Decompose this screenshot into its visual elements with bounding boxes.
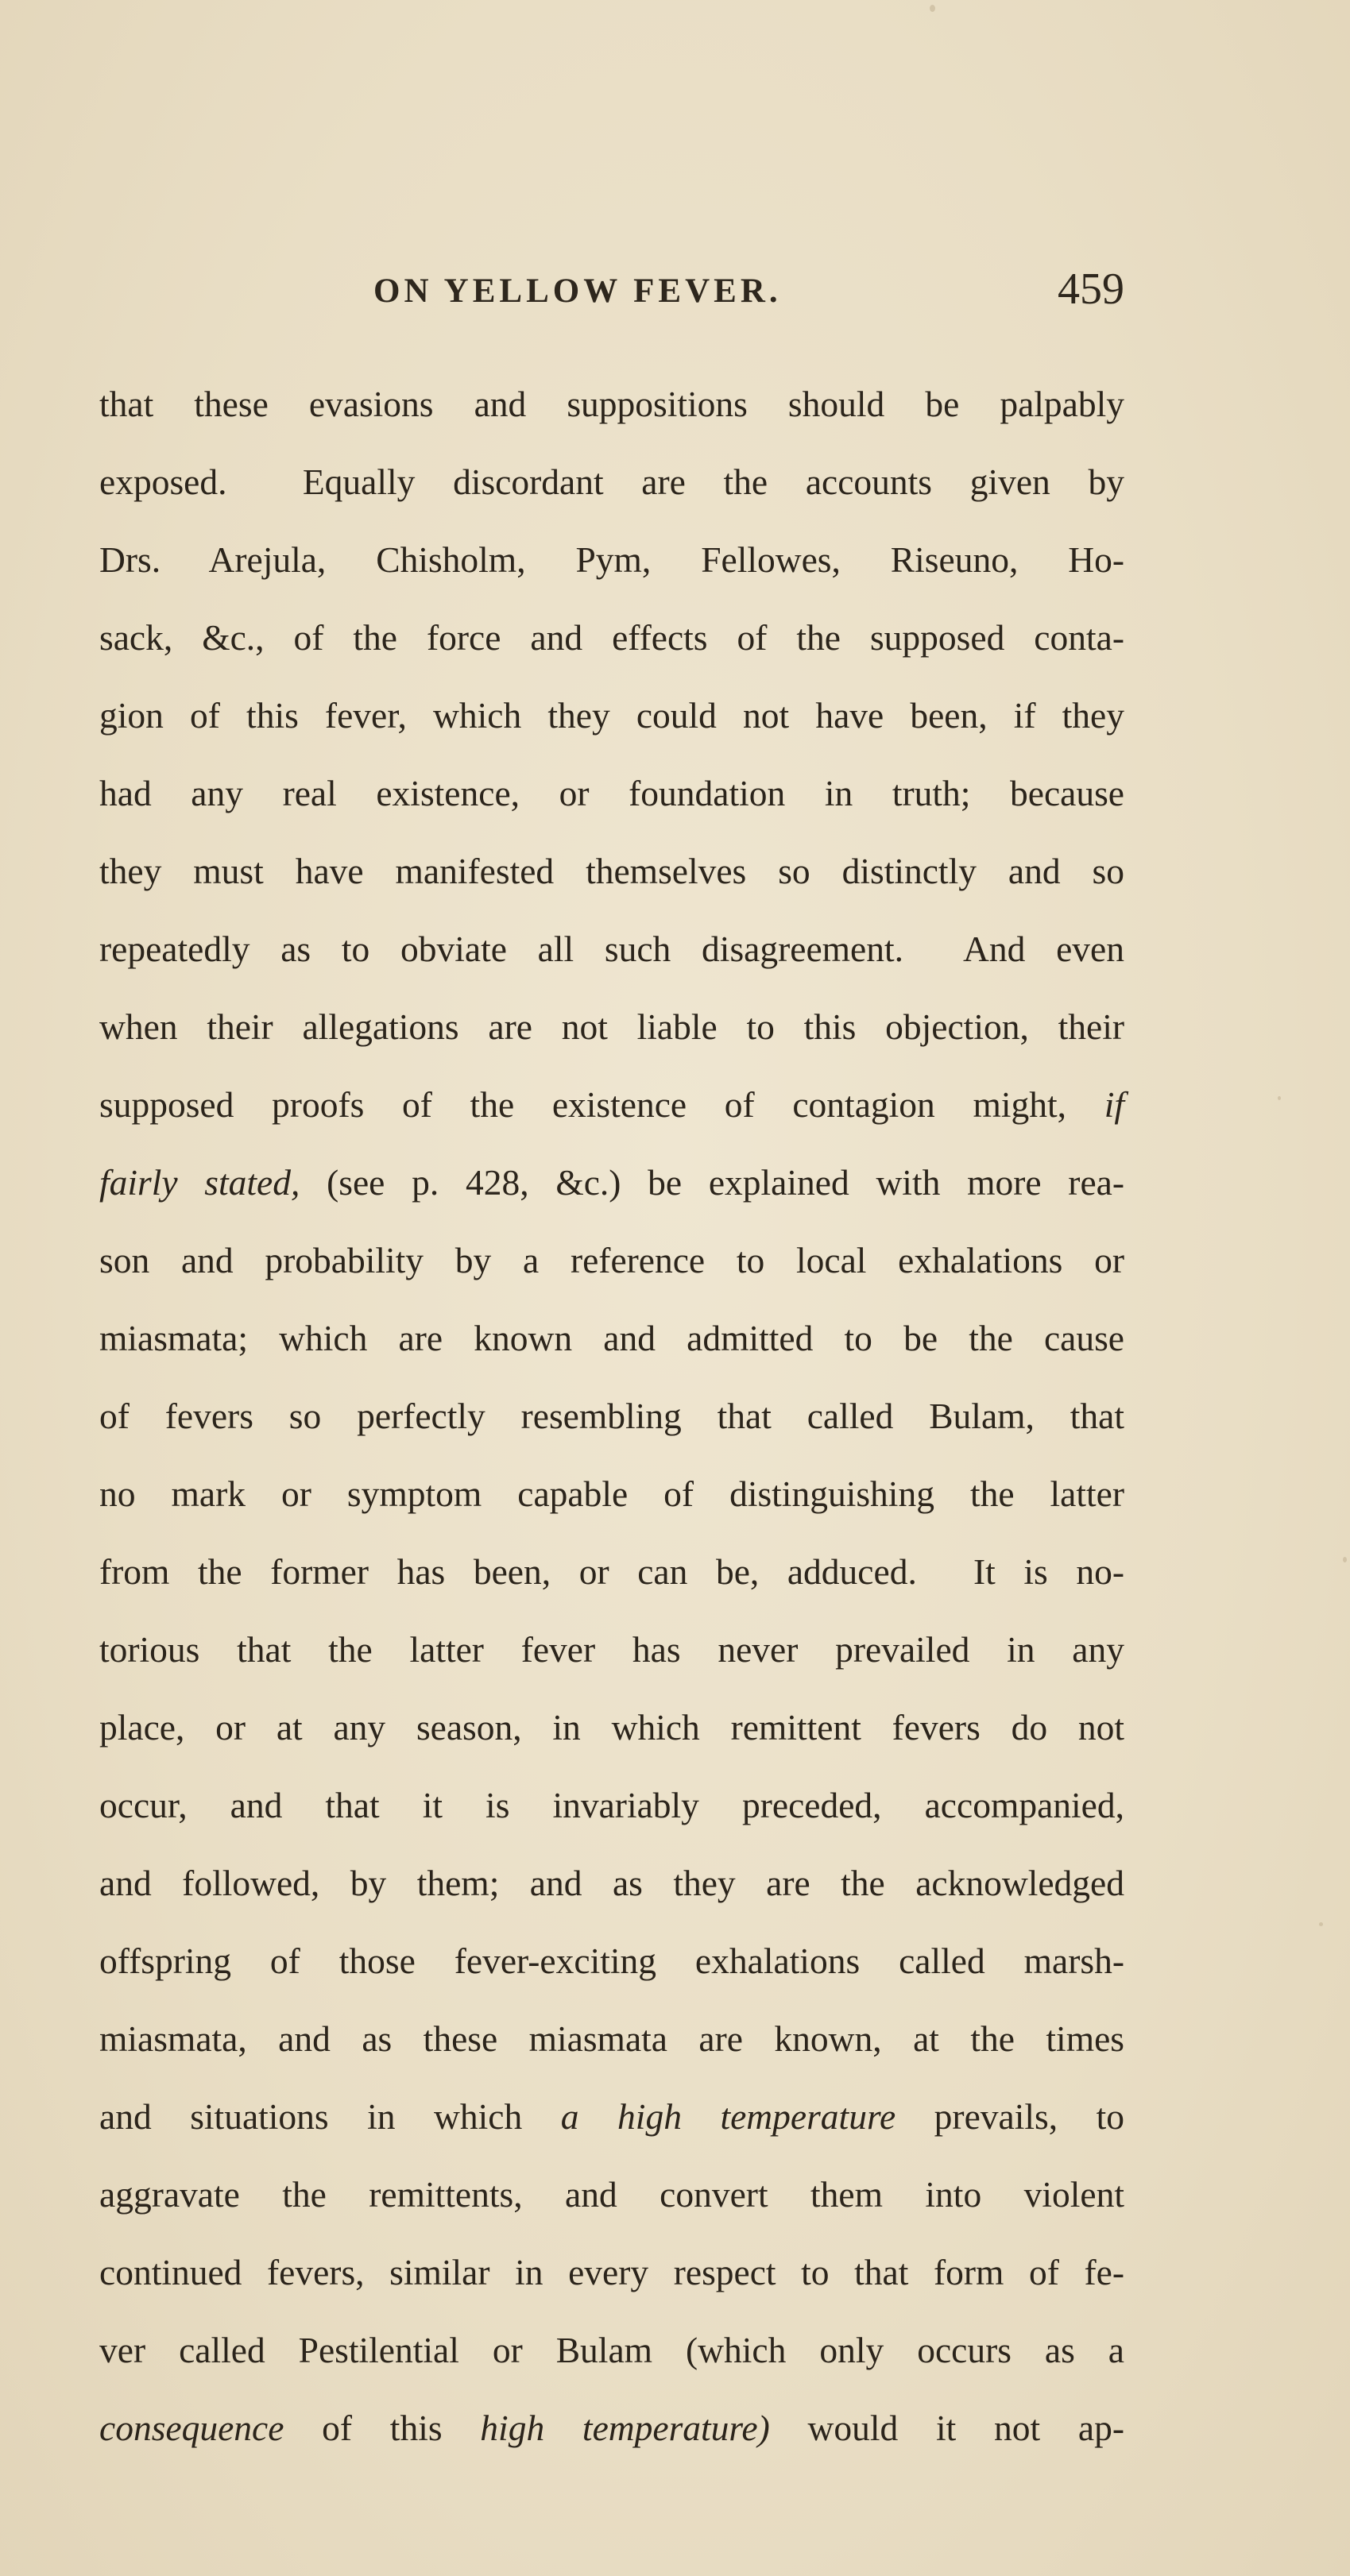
text-segment: continued fevers, similar in every respect to that form of fe- (99, 2252, 1124, 2292)
italic-text: consequence (99, 2408, 284, 2448)
text-line (99, 1300, 1124, 1377)
text-segment: of fevers so perfectly resembling that called Bulam, that (99, 1396, 1124, 1436)
text-segment: miasmata, and as these miasmata are known, at the times (99, 2018, 1124, 2059)
text-line (99, 1066, 1124, 1144)
text-line (99, 988, 1124, 1066)
italic-text: if (1104, 1084, 1124, 1125)
text-segment: of this (284, 2408, 481, 2448)
body-text (99, 365, 1124, 2467)
text-line (99, 2389, 1124, 2467)
paper-speck (930, 5, 935, 12)
text-segment: sack, &c., of the force and effects of the supposed conta- (99, 617, 1124, 658)
text-segment: prevails, to (895, 2096, 1124, 2137)
text-line (99, 1222, 1124, 1300)
text-line (99, 365, 1124, 443)
text-line (99, 2234, 1124, 2311)
text-line (99, 443, 1124, 521)
italic-text: fairly stated, (99, 1162, 300, 1203)
text-segment: gion of this fever, which they could not have been, if they (99, 695, 1124, 736)
text-line (99, 2078, 1124, 2156)
text-segment: place, or at any season, in which remittent fevers do not (99, 1707, 1124, 1748)
italic-text: high temperature) (480, 2408, 770, 2448)
text-line (99, 755, 1124, 832)
running-head (99, 265, 1124, 324)
text-line (99, 1144, 1124, 1222)
text-segment: repeatedly as to obviate all such disagreement. And even (99, 929, 1124, 969)
text-line (99, 1922, 1124, 2000)
text-segment: when their allegations are not liable to this objection, their (99, 1006, 1124, 1047)
text-segment: that these evasions and suppositions should be palpably (99, 384, 1124, 424)
page-number: 459 (1058, 265, 1124, 314)
text-segment: no mark or symptom capable of distinguishing the latter (99, 1473, 1124, 1514)
text-segment: and followed, by them; and as they are the acknowledged (99, 1863, 1124, 1903)
text-line (99, 1689, 1124, 1767)
text-line (99, 910, 1124, 988)
text-line (99, 677, 1124, 755)
text-line (99, 1611, 1124, 1689)
text-segment: and situations in which (99, 2096, 561, 2137)
paper-speck (1278, 1096, 1281, 1100)
text-line (99, 2156, 1124, 2234)
text-segment: (see p. 428, &c.) be explained with more rea- (300, 1162, 1124, 1203)
text-line (99, 1844, 1124, 1922)
running-title: ON YELLOW FEVER. (373, 272, 782, 310)
text-segment: torious that the latter fever has never prevailed in any (99, 1629, 1124, 1670)
text-line (99, 1767, 1124, 1844)
text-segment: had any real existence, or foundation in truth; because (99, 773, 1124, 813)
text-segment: exposed. Equally discordant are the accounts given by (99, 462, 1124, 502)
text-segment: ver called Pestilential or Bulam (which only occurs as a (99, 2330, 1124, 2370)
text-line (99, 1455, 1124, 1533)
text-segment: they must have manifested themselves so distinctly and so (99, 851, 1124, 891)
text-line (99, 521, 1124, 599)
text-line (99, 2000, 1124, 2078)
text-segment: would it not ap- (769, 2408, 1124, 2448)
text-segment: miasmata; which are known and admitted to be the cause (99, 1318, 1124, 1358)
text-segment: aggravate the remittents, and convert them into violent (99, 2174, 1124, 2215)
text-line (99, 1533, 1124, 1611)
text-line (99, 1377, 1124, 1455)
text-segment: Drs. Arejula, Chisholm, Pym, Fellowes, Riseuno, Ho- (99, 539, 1124, 580)
text-segment: from the former has been, or can be, adduced. It is no- (99, 1551, 1124, 1592)
text-line (99, 832, 1124, 910)
paper-speck (1319, 1922, 1323, 1926)
text-segment: occur, and that it is invariably preceded, accompanied, (99, 1785, 1124, 1825)
paper-speck (1343, 1557, 1347, 1562)
text-line (99, 2311, 1124, 2389)
text-segment: offspring of those fever-exciting exhalations called marsh- (99, 1941, 1124, 1981)
text-segment: supposed proofs of the existence of contagion might, (99, 1084, 1104, 1125)
text-line (99, 599, 1124, 677)
text-segment: son and probability by a reference to local exhalations or (99, 1240, 1124, 1280)
italic-text: a high temperature (560, 2096, 896, 2137)
